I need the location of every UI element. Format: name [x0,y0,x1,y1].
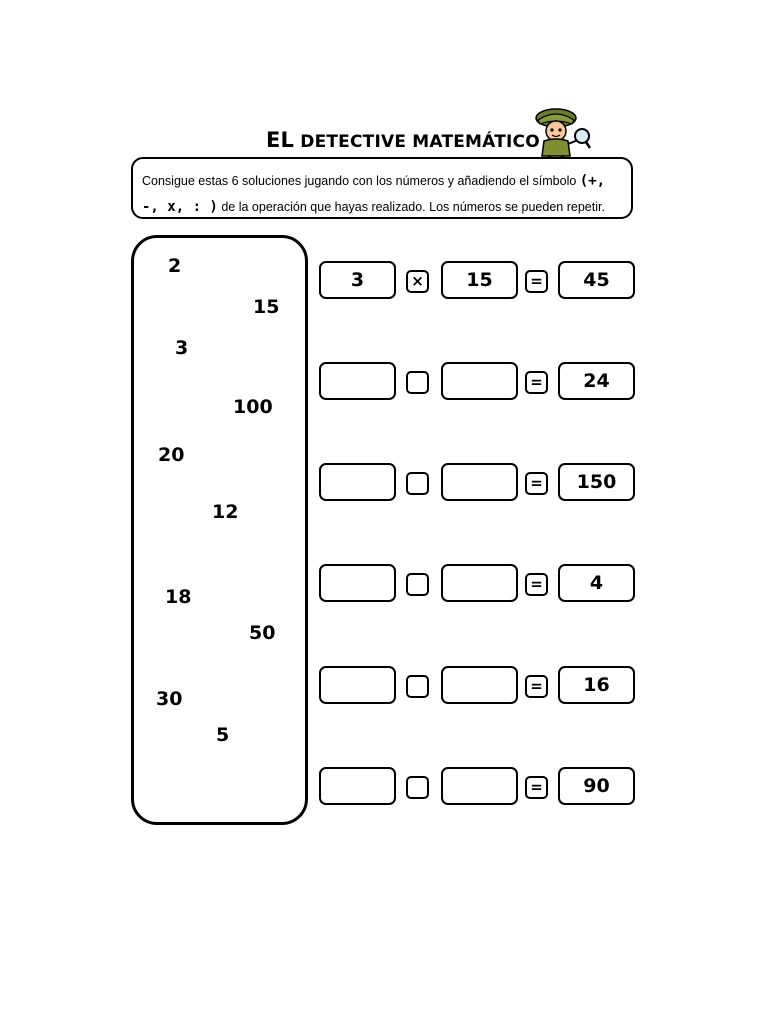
symbols-a: (+, [579,173,606,189]
number-item: 15 [253,296,280,318]
operator-box[interactable] [406,371,429,394]
instructions-text-2: de la operación que hayas realizado. Los números se pueden repetir. [217,200,605,214]
result-box: 45 [558,261,635,299]
result-box: 24 [558,362,635,400]
operand-a-box[interactable] [319,362,396,400]
number-item: 2 [168,255,182,277]
operator-box[interactable]: × [406,270,429,293]
number-item: 18 [165,586,192,608]
page-title [266,128,540,152]
instructions-box [131,157,633,219]
instructions-text-1: Consigue estas 6 soluciones jugando con los números y añadiendo el símbolo [142,174,580,188]
operator-box[interactable] [406,776,429,799]
operand-a-box[interactable] [319,767,396,805]
result-box: 90 [558,767,635,805]
title-rest: DETECTIVE MATEMÁTICO [300,132,540,152]
title-el: EL [266,128,295,152]
symbols-b: -, x, : ) [142,199,218,215]
operator-box[interactable] [406,472,429,495]
result-box: 150 [558,463,635,501]
equals-box: = [525,270,548,293]
operand-b-box[interactable]: 15 [441,261,518,299]
number-item: 20 [158,444,185,466]
operand-b-box[interactable] [441,362,518,400]
number-item: 12 [212,501,239,523]
operand-b-box[interactable] [441,666,518,704]
result-box: 16 [558,666,635,704]
operand-b-box[interactable] [441,564,518,602]
equals-box: = [525,776,548,799]
number-item: 30 [156,688,183,710]
operator-box[interactable] [406,675,429,698]
equals-box: = [525,472,548,495]
operator-box[interactable] [406,573,429,596]
operand-b-box[interactable] [441,463,518,501]
number-item: 5 [216,724,230,746]
operand-a-box[interactable] [319,564,396,602]
equals-box: = [525,573,548,596]
equals-box: = [525,371,548,394]
number-item: 50 [249,622,276,644]
operand-a-box[interactable]: 3 [319,261,396,299]
number-item: 100 [233,396,273,418]
operand-b-box[interactable] [441,767,518,805]
operand-a-box[interactable] [319,666,396,704]
equals-box: = [525,675,548,698]
number-item: 3 [175,337,189,359]
operand-a-box[interactable] [319,463,396,501]
result-box: 4 [558,564,635,602]
